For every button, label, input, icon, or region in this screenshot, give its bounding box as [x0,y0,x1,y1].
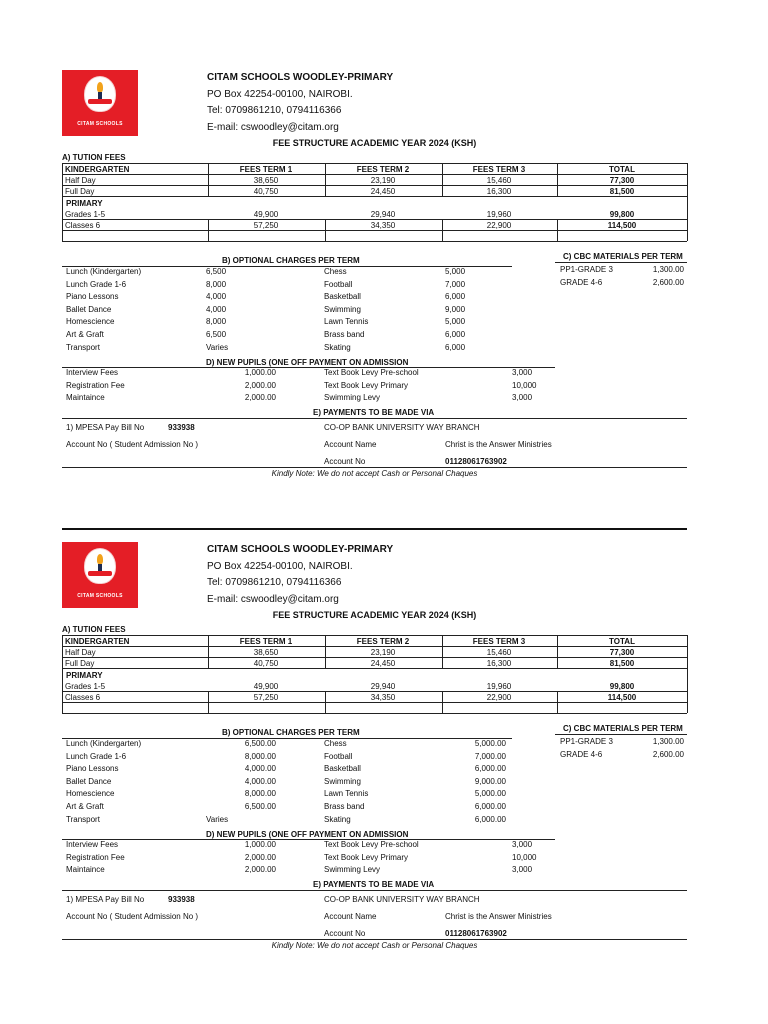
torch-crest-icon [84,548,116,584]
new-pupil-levy-label: Text Book Levy Primary [324,852,409,862]
account-no-instruction: Account No ( Student Admission No ) [66,440,199,449]
primary-row-cell: 114,500 [607,693,637,702]
optional-item-label: Art & Graft [66,802,104,811]
school-name: CITAM SCHOOLS WOODLEY-PRIMARY [207,72,394,83]
new-pupil-fee-label: Registration Fee [66,852,125,862]
optional-item-label: Transport [66,814,100,824]
optional-item-amount: 6,000 [445,342,466,352]
primary-row-cell: Grades 1-5 [65,682,106,691]
new-pupil-levy-amount: 3,000 [512,840,533,849]
fee-structure-title: FEE STRUCTURE ACADEMIC YEAR 2024 (KSH) [272,610,477,620]
optional-item-label: Piano Lessons [66,292,119,302]
school-logo [62,542,138,608]
optional-item-amount: 5,000 [445,317,466,327]
optional-item-label: Brass band [324,330,365,339]
optional-item-label: Swimming [324,776,361,786]
new-pupil-fee-amount: 2,000.00 [244,393,276,403]
kindergarten-row-cell: 24,450 [370,187,396,196]
optional-item-amount: 4,000.00 [244,764,276,774]
optional-item-amount: 7,000 [445,279,466,289]
new-pupil-fee-label: Registration Fee [66,380,125,390]
optional-item-amount: 6,000.00 [474,764,506,774]
primary-row-cell: Classes 6 [65,693,101,702]
optional-item-label: Basketball [324,764,361,774]
payment-note: Kindly Note: We do not accept Cash or Personal Chaques [271,941,478,950]
tuition-header-cell: FEES TERM 1 [239,165,293,174]
new-pupil-levy-label: Swimming Levy [324,393,381,403]
optional-item-label: Lawn Tennis [324,317,369,327]
primary-row-cell: 22,900 [486,693,512,702]
optional-item-label: Lunch Grade 1-6 [66,279,127,289]
school-name: CITAM SCHOOLS WOODLEY-PRIMARY [207,544,394,555]
cbc-item-label: GRADE 4-6 [560,278,603,287]
optional-item-label: Skating [324,342,351,352]
optional-item-label: Art & Graft [66,330,104,339]
cbc-item-amount: 1,300.00 [652,737,684,746]
new-pupil-levy-label: Text Book Levy Pre-school [324,368,419,377]
school-logo [62,70,138,136]
primary-row-cell: 19,960 [486,210,512,219]
optional-item-label: Football [324,279,353,289]
primary-row-cell: 57,250 [253,221,279,230]
optional-item-label: Lawn Tennis [324,789,369,799]
new-pupil-fee-label: Maintaince [66,865,105,875]
optional-item-label: Piano Lessons [66,764,119,774]
optional-heading: B) OPTIONAL CHARGES PER TERM [222,728,360,737]
optional-item-amount: 5,000.00 [474,739,506,748]
kindergarten-row-cell: 81,500 [609,187,635,196]
optional-item-label: Transport [66,342,100,352]
tuition-header-cell: FEES TERM 2 [356,165,410,174]
kindergarten-row-cell: Full Day [65,659,95,668]
school-po-box: PO Box 42254-00100, NAIROBI. [207,561,353,572]
bank-name: CO-OP BANK UNIVERSITY WAY BRANCH [324,423,480,432]
new-pupil-fee-label: Maintaince [66,393,105,403]
mpesa-label: 1) MPESA Pay Bill No [66,423,145,432]
new-pupil-levy-label: Text Book Levy Pre-school [324,840,419,849]
new-pupils-heading: D) NEW PUPILS (ONE OFF PAYMENT ON ADMISSION [206,830,409,839]
bank-account-number: 01128061763902 [445,929,507,938]
kindergarten-row-cell: 23,190 [370,648,396,657]
new-pupil-fee-amount: 2,000.00 [244,865,276,875]
kindergarten-row-cell: 38,650 [253,648,279,657]
new-pupil-levy-label: Swimming Levy [324,865,381,875]
primary-row-cell: 99,800 [609,210,635,219]
primary-row-cell: 49,900 [253,210,279,219]
new-pupil-fee-label: Interview Fees [66,368,119,377]
payment-note: Kindly Note: We do not accept Cash or Personal Chaques [271,469,478,478]
account-name-label: Account Name [324,912,377,921]
primary-row-cell: 29,940 [370,682,396,691]
optional-item-amount: 9,000 [445,304,466,314]
optional-item-label: Chess [324,739,347,748]
fee-structure-title: FEE STRUCTURE ACADEMIC YEAR 2024 (KSH) [272,138,477,148]
kindergarten-row-cell: Half Day [65,176,96,185]
optional-heading: B) OPTIONAL CHARGES PER TERM [222,256,360,265]
torch-crest-icon [84,76,116,112]
page-divider [62,528,687,530]
account-name: Christ is the Answer Ministries [445,440,552,449]
new-pupil-levy-amount: 10,000 [512,852,537,862]
primary-row-cell: 99,800 [609,682,635,691]
optional-item-amount: 8,000.00 [244,751,276,761]
optional-item-amount: 6,000 [445,292,466,302]
cbc-item-amount: 1,300.00 [652,265,684,274]
kindergarten-row-cell: 23,190 [370,176,396,185]
kindergarten-row-cell: 16,300 [486,659,512,668]
kindergarten-row-cell: Half Day [65,648,96,657]
account-no-instruction: Account No ( Student Admission No ) [66,912,199,921]
optional-item-amount: 5,000.00 [474,789,506,799]
tuition-header-cell: TOTAL [609,637,635,646]
fee-structure-copy-1 [0,70,768,490]
kindergarten-row-cell: 24,450 [370,659,396,668]
account-no-label: Account No [324,929,366,938]
primary-row-cell: 34,350 [370,221,396,230]
optional-item-label: Lunch Grade 1-6 [66,751,127,761]
kindergarten-row-cell: 77,300 [609,648,635,657]
optional-item-label: Lunch (Kindergarten) [66,739,142,748]
new-pupils-heading: D) NEW PUPILS (ONE OFF PAYMENT ON ADMISSION [206,358,409,367]
kindergarten-row-cell: 40,750 [253,659,279,668]
school-email: E-mail: cswoodley@citam.org [207,594,339,605]
optional-item-amount: 4,000 [206,304,227,314]
cbc-item-label: PP1-GRADE 3 [560,265,613,274]
school-tel: Tel: 0709861210, 0794116366 [207,105,342,116]
new-pupil-fee-label: Interview Fees [66,840,119,849]
optional-item-amount: 4,000.00 [244,776,276,786]
primary-label: PRIMARY [66,199,103,208]
new-pupil-levy-amount: 3,000 [512,865,533,875]
fee-structure-copy-2 [0,542,768,962]
optional-item-amount: 5,000 [445,267,466,276]
primary-row-cell: 49,900 [253,682,279,691]
logo-text: CITAM SCHOOLS [77,593,123,599]
new-pupil-levy-amount: 3,000 [512,368,533,377]
optional-item-amount: 6,500.00 [244,802,276,811]
kindergarten-row-cell: 16,300 [486,187,512,196]
optional-item-label: Chess [324,267,347,276]
new-pupil-levy-amount: 3,000 [512,393,533,403]
optional-item-amount: 6,500.00 [244,739,276,748]
new-pupil-levy-label: Text Book Levy Primary [324,380,409,390]
tuition-header-cell: KINDERGARTEN [65,637,130,646]
optional-item-label: Basketball [324,292,361,302]
cbc-item-amount: 2,600.00 [652,750,684,759]
primary-row-cell: 29,940 [370,210,396,219]
kindergarten-row-cell: 81,500 [609,659,635,668]
cbc-item-label: PP1-GRADE 3 [560,737,613,746]
optional-item-amount: 9,000.00 [474,776,506,786]
optional-item-amount: Varies [206,342,229,352]
optional-item-label: Skating [324,814,351,824]
primary-row-cell: 114,500 [607,221,637,230]
payments-heading: E) PAYMENTS TO BE MADE VIA [313,408,435,417]
cbc-item-amount: 2,600.00 [652,278,684,287]
primary-label: PRIMARY [66,671,103,680]
tuition-header-cell: FEES TERM 3 [472,165,526,174]
primary-row-cell: Grades 1-5 [65,210,106,219]
primary-row-cell: Classes 6 [65,221,101,230]
optional-item-label: Lunch (Kindergarten) [66,267,142,276]
kindergarten-row-cell: 15,460 [486,176,512,185]
optional-item-amount: 4,000 [206,292,227,302]
primary-row-cell: 57,250 [253,693,279,702]
optional-item-label: Homescience [66,317,115,327]
tuition-header-cell: FEES TERM 2 [356,637,410,646]
optional-item-label: Ballet Dance [66,776,112,786]
new-pupil-fee-amount: 1,000.00 [244,368,276,377]
bank-name: CO-OP BANK UNIVERSITY WAY BRANCH [324,895,480,904]
optional-item-amount: 8,000 [206,279,227,289]
optional-item-label: Homescience [66,789,115,799]
optional-item-amount: 6,000 [445,330,466,339]
optional-item-amount: 6,000.00 [474,802,506,811]
kindergarten-row-cell: 38,650 [253,176,279,185]
kindergarten-row-cell: Full Day [65,187,95,196]
cbc-heading: C) CBC MATERIALS PER TERM [563,252,683,261]
new-pupil-fee-amount: 2,000.00 [244,380,276,390]
school-email: E-mail: cswoodley@citam.org [207,122,339,133]
optional-item-label: Ballet Dance [66,304,112,314]
tuition-header-cell: FEES TERM 3 [472,637,526,646]
school-tel: Tel: 0709861210, 0794116366 [207,577,342,588]
primary-row-cell: 19,960 [486,682,512,691]
optional-item-amount: Varies [206,814,229,824]
new-pupil-fee-amount: 2,000.00 [244,852,276,862]
school-po-box: PO Box 42254-00100, NAIROBI. [207,89,353,100]
kindergarten-row-cell: 77,300 [609,176,635,185]
payments-heading: E) PAYMENTS TO BE MADE VIA [313,880,435,889]
primary-row-cell: 22,900 [486,221,512,230]
account-name: Christ is the Answer Ministries [445,912,552,921]
optional-item-amount: 8,000 [206,317,227,327]
bank-account-number: 01128061763902 [445,457,507,466]
cbc-heading: C) CBC MATERIALS PER TERM [563,724,683,733]
account-name-label: Account Name [324,440,377,449]
mpesa-paybill-number: 933938 [168,423,195,432]
optional-item-amount: 8,000.00 [244,789,276,799]
optional-item-label: Swimming [324,304,361,314]
optional-item-amount: 6,000.00 [474,814,506,824]
kindergarten-row-cell: 40,750 [253,187,279,196]
optional-item-amount: 7,000.00 [474,751,506,761]
mpesa-label: 1) MPESA Pay Bill No [66,895,145,904]
tuition-heading: A) TUTION FEES [62,153,126,162]
new-pupil-fee-amount: 1,000.00 [244,840,276,849]
tuition-header-cell: TOTAL [609,165,635,174]
optional-item-amount: 6,500 [206,330,227,339]
optional-item-label: Brass band [324,802,365,811]
tuition-header-cell: FEES TERM 1 [239,637,293,646]
tuition-heading: A) TUTION FEES [62,625,126,634]
primary-row-cell: 34,350 [370,693,396,702]
logo-text: CITAM SCHOOLS [77,121,123,127]
kindergarten-row-cell: 15,460 [486,648,512,657]
tuition-header-cell: KINDERGARTEN [65,165,130,174]
account-no-label: Account No [324,457,366,466]
cbc-item-label: GRADE 4-6 [560,750,603,759]
optional-item-label: Football [324,751,353,761]
new-pupil-levy-amount: 10,000 [512,380,537,390]
optional-item-amount: 6,500 [206,267,227,276]
mpesa-paybill-number: 933938 [168,895,195,904]
